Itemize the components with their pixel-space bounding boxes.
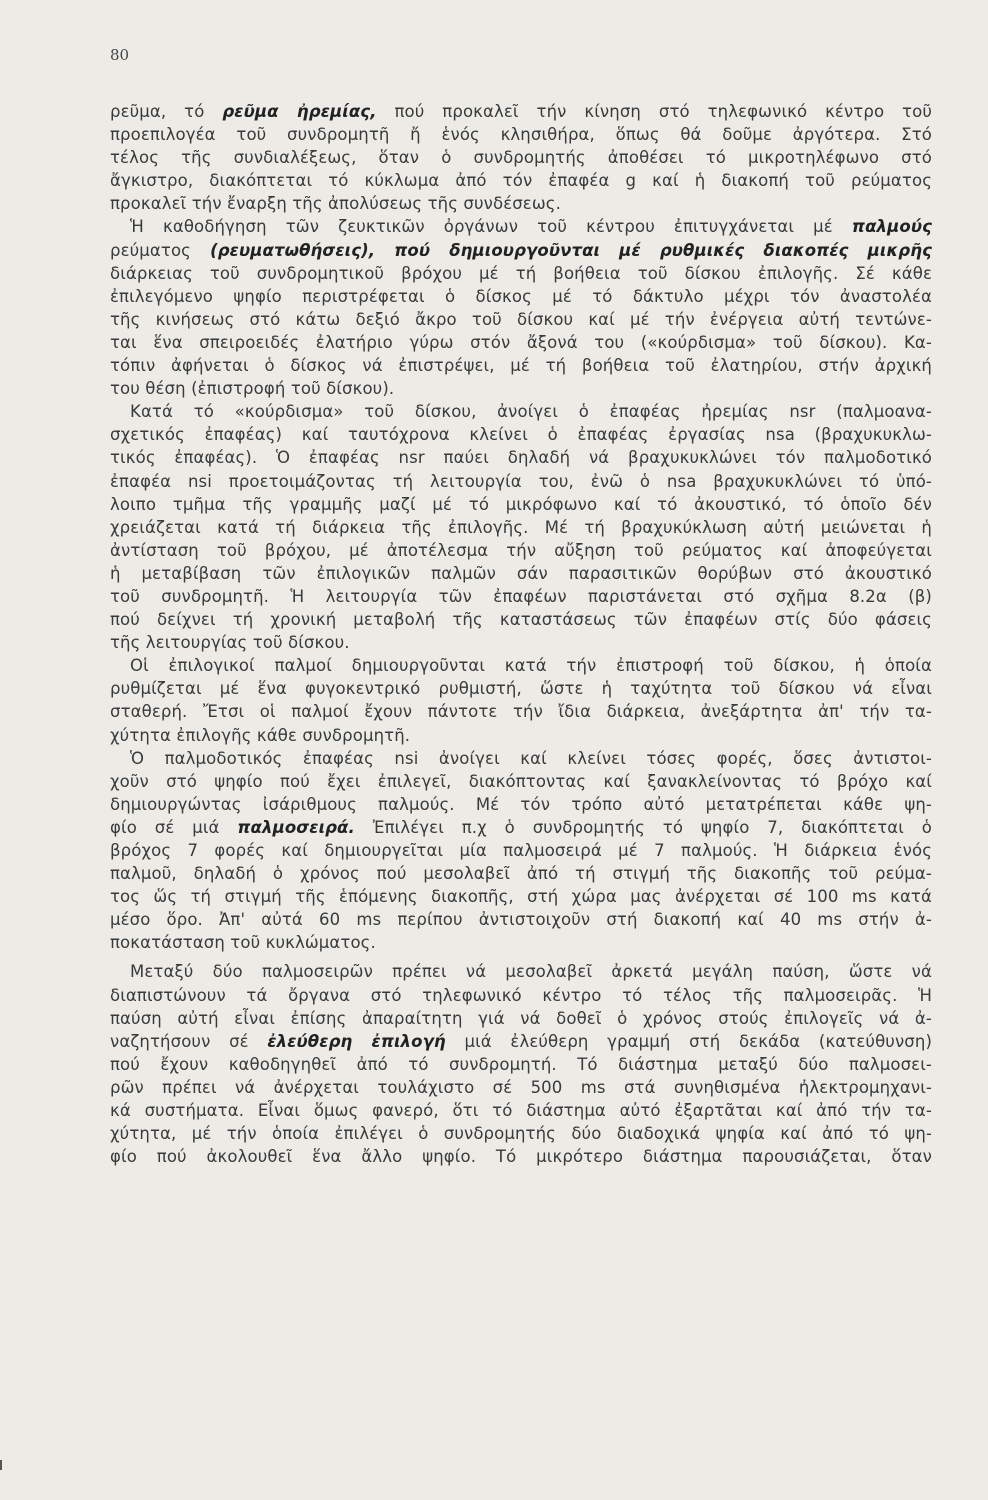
text-line (110, 585, 932, 608)
text-span: τικός ἐπαφέας). Ὁ ἐπαφέας nsr παύει δηλαδή νά βραχυκυκλώνει τόν παλμοδοτικό (110, 448, 932, 468)
text-line (110, 516, 932, 539)
margin-mark (0, 1460, 2, 1470)
text-line (110, 984, 932, 1007)
text-span: μέσο ὅρο. Ἀπ' αὐτά 60 ms περίπου ἀντιστοιχοῦν στή διακοπή καί 40 ms στήν ἀ- (110, 910, 932, 930)
text-span: διάρκειας τοῦ συνδρομητικοῦ βρόχου μέ τή βοήθεια τοῦ δίσκου ἐπιλογῆς. Σέ κάθε (110, 263, 932, 283)
text-line (110, 1007, 932, 1030)
text-line (110, 724, 932, 747)
text-span: διαπιστώνουν τά ὄργανα στό τηλεφωνικό κέντρο τό τέλος τῆς παλμοσειρᾶς. Ἡ (110, 985, 932, 1005)
text-line (110, 331, 932, 354)
text-line (110, 470, 932, 493)
text-span: του θέση (ἐπιστροφή τοῦ δίσκου). (110, 379, 395, 399)
emphasized-term: (ρευματωθήσεις), πού δημιουργοῦνται μέ ρυθμικές διακοπές μικρῆς (191, 240, 932, 260)
text-span: κά συστήματα. Εἶναι ὅμως φανερό, ὅτι τό διάστημα αὐτό ἐξαρτᾶται καί ἀπό τήν τα- (110, 1101, 932, 1121)
text-line (110, 239, 932, 262)
text-line (110, 608, 932, 631)
text-line (110, 747, 932, 770)
text-line (110, 377, 932, 400)
text-span: ἀντίσταση τοῦ βρόχου, μέ ἀποτέλεσμα τήν αὔξηση τοῦ ρεύματος καί ἀποφεύγεται (110, 540, 932, 560)
text-span: προκαλεῖ τήν ἔναρξη τῆς ἀπολύσεως τῆς συνδέσεως. (110, 194, 561, 214)
text-span: ἐπιλεγόμενο ψηφίο περιστρέφεται ὁ δίσκος μέ τό δάκτυλο μέχρι τόν ἀναστολέα (110, 286, 932, 306)
text-span: Οἱ ἐπιλογικοί παλμοί δημιουργοῦνται κατά τήν ἐπιστροφή τοῦ δίσκου, ἡ ὁποία (130, 656, 932, 676)
text-span: φίο πού ἀκολουθεῖ ἕνα ἄλλο ψηφίο. Τό μικρότερο διάστημα παρουσιάζεται, ὅταν (110, 1147, 932, 1167)
text-span: τῆς κινήσεως στό κάτω δεξιό ἄκρο τοῦ δίσκου καί μέ τήν ἐνέργεια αὐτή τεντώνε- (110, 309, 932, 329)
text-span: πού δείχνει τή χρονική μεταβολή τῆς καταστάσεως τῶν ἐπαφέων στίς δύο φάσεις (110, 610, 932, 630)
text-line (110, 960, 932, 983)
text-span: ρυθμίζεται μέ ἕνα φυγοκεντρικό ρυθμιστή, ὥστε ἡ ταχύτητα τοῦ δίσκου νά εἶναι (110, 679, 932, 699)
text-span: μιά ἐλεύθερη γραμμή στή δεκάδα (κατεύθυνση) (445, 1031, 933, 1051)
text-span: χρειάζεται κατά τή διάρκεια τῆς ἐπιλογῆς. Μέ τή βραχυκύκλωση αὐτή μειώνεται ἡ (110, 517, 932, 537)
text-line (110, 262, 932, 285)
text-span: φίο σέ μιά (110, 817, 238, 837)
text-line (110, 885, 932, 908)
emphasized-term: παλμούς (851, 217, 932, 237)
text-span: βρόχος 7 φορές καί δημιουργεῖται μία παλμοσειρά μέ 7 παλμούς. Ἡ διάρκεια ἑνός (110, 841, 932, 860)
text-span: τοῦ συνδρομητῆ. Ἡ λειτουργία τῶν ἐπαφέων παριστάνεται στό σχῆμα 8.2α (β) (110, 586, 932, 606)
text-line (110, 100, 932, 123)
text-line (110, 493, 932, 516)
text-span: ται ἕνα σπειροειδές ἐλατήριο γύρω στόν ἄξονά του («κούρδισμα» τοῦ δίσκου). Κα- (110, 332, 932, 352)
text-span: δημιουργώντας ἰσάριθμους παλμούς. Μέ τόν τρόπο αὐτό μετατρέπεται κάθε ψη- (110, 794, 932, 814)
text-span: ἄγκιστρο, διακόπτεται τό κύκλωμα ἀπό τόν ἐπαφέα g καί ἡ διακοπή τοῦ ρεύματος (110, 171, 932, 191)
text-span: παύση αὐτή εἶναι ἐπίσης ἀπαραίτητη γιά νά δοθεῖ ὁ χρόνος στούς ἐπιλογεῖς νά ἀ- (110, 1008, 932, 1028)
text-span: παλμοῦ, δηλαδή ὁ χρόνος πού μεσολαβεῖ ἀπό τή στιγμή τῆς διακοπῆς τοῦ ρεύμα- (110, 864, 932, 884)
text-span: ἐπαφέα nsi προετοιμάζοντας τή λειτουργία του, ἐνῶ ὁ nsa βραχυκυκλώνει τό ὑπό- (110, 471, 932, 491)
text-line (110, 631, 932, 654)
text-line (110, 423, 932, 446)
text-span: λοιπο τμῆμα τῆς γραμμῆς μαζί μέ τό μικρόφωνο καί τό ἀκουστικό, τό ὁποῖο δέν (110, 494, 932, 514)
text-line (110, 654, 932, 677)
text-line (110, 400, 932, 423)
text-line (110, 192, 932, 215)
emphasized-term: ρεῦμα ἠρεμίας, (222, 102, 377, 121)
text-line (110, 1030, 932, 1053)
text-span: προεπιλογέα τοῦ συνδρομητῆ ἤ ἑνός κλησιθήρα, ὅπως θά δοῦμε ἀργότερα. Στό (110, 125, 932, 145)
text-line (110, 1099, 932, 1122)
text-line (110, 169, 932, 192)
text-line (110, 1053, 932, 1076)
text-line (110, 562, 932, 585)
text-span: ναζητήσουν σέ (110, 1031, 268, 1051)
page-number: 80 (110, 46, 130, 64)
text-line (110, 215, 932, 238)
text-span: Ἐπιλέγει π.χ ὁ συνδρομητής τό ψηφίο 7, διακόπτεται ὁ (354, 817, 933, 837)
text-line (110, 285, 932, 308)
text-span: ποκατάσταση τοῦ κυκλώματος. (110, 933, 376, 953)
text-span: ρῶν πρέπει νά ἀνέρχεται τουλάχιστο σέ 500 ms στά συνηθισμένα ἠλεκτρομηχανι- (110, 1077, 932, 1097)
text-span: Μεταξύ δύο παλμοσειρῶν πρέπει νά μεσολαβεῖ ἀρκετά μεγάλη παύση, ὥστε νά (130, 962, 932, 982)
text-line (110, 770, 932, 793)
text-line (110, 308, 932, 331)
text-span: ρεύματος (110, 240, 191, 260)
text-line (110, 908, 932, 931)
text-span: χύτητα ἐπιλογῆς κάθε συνδρομητῆ. (110, 725, 411, 745)
text-line (110, 1122, 932, 1145)
text-span: τῆς λειτουργίας τοῦ δίσκου. (110, 633, 350, 653)
text-line (110, 1145, 932, 1168)
text-line (110, 862, 932, 885)
text-line (110, 354, 932, 377)
text-line (110, 1076, 932, 1099)
text-span: Ὁ παλμοδοτικός ἐπαφέας nsi ἀνοίγει καί κλείνει τόσες φορές, ὅσες ἀντιστοι- (130, 748, 932, 768)
text-line (110, 816, 932, 839)
text-span: τόπιν ἀφήνεται ὁ δίσκος νά ἐπιστρέψει, μέ τή βοήθεια τοῦ ἐλατηρίου, στήν ἀρχική (110, 356, 932, 376)
text-span: πού ἔχουν καθοδηγηθεῖ ἀπό τό συνδρομητή. Τό διάστημα μεταξύ δύο παλμοσει- (110, 1054, 932, 1074)
text-line (110, 146, 932, 169)
text-line (110, 677, 932, 700)
text-line (110, 839, 932, 862)
text-span: σταθερή. Ἔτσι οἱ παλμοί ἔχουν πάντοτε τήν ἴδια διάρκεια, ἀνεξάρτητα ἀπ' τήν τα- (110, 702, 932, 722)
body-text (110, 100, 932, 1168)
text-span: ἡ μεταβίβαση τῶν ἐπιλογικῶν παλμῶν σάν παρασιτικῶν θορύβων στό ἀκουστικό (110, 563, 932, 583)
text-span: Κατά τό «κούρδισμα» τοῦ δίσκου, ἀνοίγει ὁ ἐπαφέας ἠρεμίας nsr (παλμοανα- (130, 402, 932, 422)
text-span: τέλος τῆς συνδιαλέξεως, ὅταν ὁ συνδρομητής ἀποθέσει τό μικροτηλέφωνο στό (110, 148, 932, 168)
text-line (110, 446, 932, 469)
text-span: σχετικός ἐπαφέας) καί ταυτόχρονα κλείνει ὁ ἐπαφέας ἐργασίας nsa (βραχυκυκλω- (110, 425, 932, 445)
text-span: ρεῦμα, τό (110, 102, 223, 121)
text-line (110, 931, 932, 954)
text-line (110, 700, 932, 723)
text-span: χοῦν στό ψηφίο πού ἔχει ἐπιλεγεῖ, διακόπτοντας καί ξανακλείνοντας τό βρόχο καί (110, 771, 932, 791)
text-line (110, 539, 932, 562)
text-span: Ἡ καθοδήγηση τῶν ζευκτικῶν ὀργάνων τοῦ κέντρου ἐπιτυγχάνεται μέ (130, 217, 852, 237)
text-span: πού προκαλεῖ τήν κίνηση στό τηλεφωνικό κέντρο τοῦ (376, 102, 932, 121)
text-line (110, 793, 932, 816)
text-span: χύτητα, μέ τήν ὁποία ἐπιλέγει ὁ συνδρομητής δύο διαδοχικά ψηφία καί ἀπό τό ψη- (110, 1124, 932, 1144)
text-span: τος ὥς τή στιγμή τῆς ἑπόμενης διακοπῆς, στή χώρα μας ἀνέρχεται σέ 100 ms κατά (110, 887, 932, 907)
text-line (110, 123, 932, 146)
emphasized-term: παλμοσειρά. (237, 817, 355, 837)
emphasized-term: ἐλεύθερη ἐπιλογή (267, 1031, 446, 1051)
